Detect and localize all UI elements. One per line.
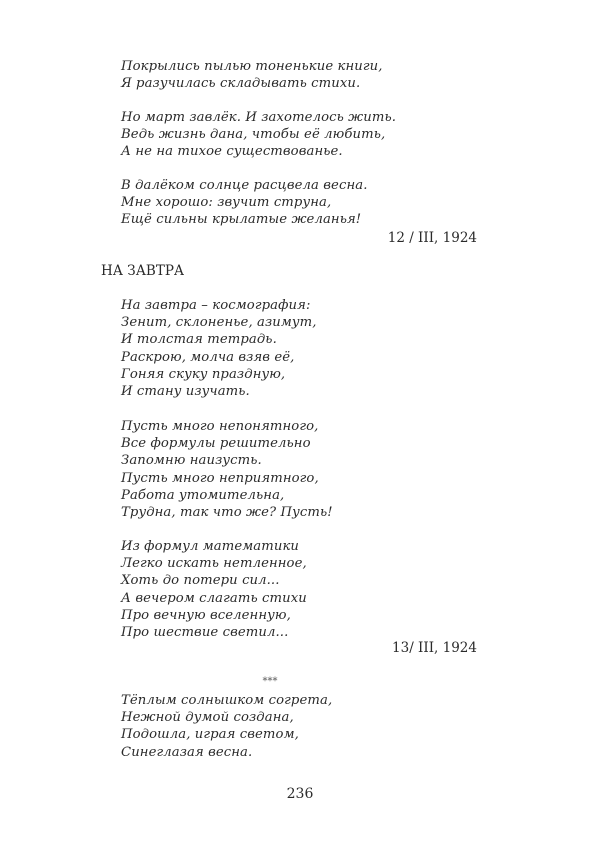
poem-line: Нежной думой создана, <box>121 710 294 726</box>
poem-line: И стану изучать. <box>121 384 250 400</box>
poem-line: А вечером слагать стихи <box>121 590 307 606</box>
poem-line: Работа утомительна, <box>121 487 285 503</box>
stanza <box>121 538 307 641</box>
poem-line: Все формулы решительно <box>121 436 311 452</box>
poem-date: 13/ III, 1924 <box>392 640 477 656</box>
poem-line: Хоть до потери сил... <box>121 573 280 589</box>
poem-line: Запомню наизусть. <box>121 453 262 469</box>
poem-separator: *** <box>262 676 278 687</box>
stanza <box>121 418 333 521</box>
poem-line: Синеглазая весна. <box>121 744 253 760</box>
poem-line: Подошла, играя светом, <box>121 727 299 743</box>
stanza <box>121 692 332 761</box>
stanza <box>121 58 383 92</box>
poem-line: А не на тихое существованье. <box>121 144 343 160</box>
poem-line: Зенит, склоненье, азимут, <box>121 315 317 331</box>
poem-line: Но март завлёк. И захотелось жить. <box>121 110 397 125</box>
poem-line: В далёком солнце расцвела весна. <box>121 178 368 193</box>
poem-line: Покрылись пылью тоненькие книги, <box>121 59 383 74</box>
poem-line: Легко искать нетленное, <box>121 556 307 572</box>
stanza <box>121 109 396 161</box>
poem-title: НА ЗАВТРА <box>101 263 185 279</box>
stanza <box>121 177 367 229</box>
poem-line: Ещё сильны крылатые желанья! <box>121 212 362 228</box>
page-number: 236 <box>286 786 314 802</box>
poem-line: Я разучилась складывать стихи. <box>121 76 361 92</box>
poem-line: Про шествие светил... <box>121 625 289 641</box>
poem-line: Пусть много неприятного, <box>121 470 319 486</box>
poem-date: 12 / III, 1924 <box>387 230 477 246</box>
poem-line: Про вечную вселенную, <box>121 607 291 623</box>
poem-line: Тёплым солнышком согрета, <box>121 693 333 708</box>
poem-line: Мне хорошо: звучит струна, <box>121 195 332 211</box>
poem-line: На завтра – космография: <box>121 298 311 313</box>
poem-line: И толстая тетрадь. <box>121 332 277 348</box>
poem-line: Гоняя скуку праздную, <box>121 366 286 382</box>
poem-line: Раскрою, молча взяв её, <box>121 349 295 365</box>
poem-line: Пусть много непонятного, <box>121 419 319 434</box>
poem-line: Из формул математики <box>121 539 300 554</box>
poem-line: Трудна, так что же? Пусть! <box>121 505 333 521</box>
poem-line: Ведь жизнь дана, чтобы её любить, <box>121 127 386 143</box>
stanza <box>121 297 317 400</box>
